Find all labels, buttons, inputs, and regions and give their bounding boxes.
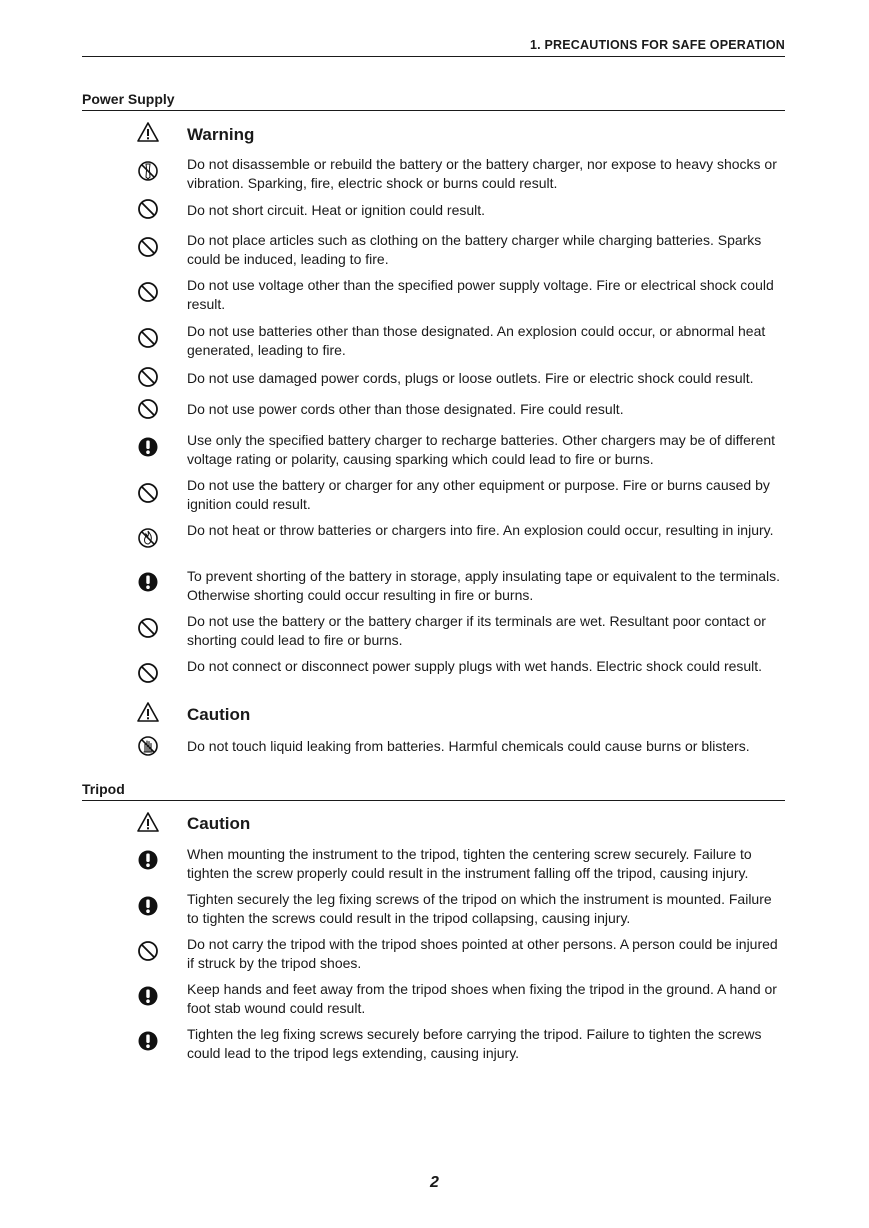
precaution-text: When mounting the instrument to the tripod, tighten the centering screw securely. Failure to tighten the screw properly could result in the instrument falling off the tripod, causing injury. (187, 846, 752, 881)
signal-word: Caution (187, 705, 251, 724)
section-heading (82, 780, 785, 801)
precaution-text: Do not short circuit. Heat or ignition could result. (187, 202, 486, 218)
no-fire-icon (137, 527, 159, 549)
precaution-text: Do not use batteries other than those designated. An explosion could occur, or abnormal heat generated, leading to fire. (187, 323, 766, 358)
section-title: Tripod (82, 781, 125, 797)
no-disassembly-icon (137, 160, 159, 182)
precaution-text: Do not disassemble or rebuild the battery or the battery charger, nor expose to heavy shocks or vibration. Sparking, fire, electric shock or burns could result. (187, 156, 777, 191)
precaution-text: Do not use power cords other than those designated. Fire could result. (187, 401, 624, 417)
warning-triangle-icon (137, 121, 159, 143)
mandatory-action-icon (137, 849, 159, 871)
precaution-text: Use only the specified battery charger to recharge batteries. Other chargers may be of different voltage rating or polarity, causing sparking which could lead to fire or burns. (187, 432, 776, 467)
page-number: 2 (430, 1174, 439, 1191)
chapter-title: 1. PRECAUTIONS FOR SAFE OPERATION (529, 38, 785, 52)
prohibition-icon (137, 662, 159, 684)
precaution-text: Tighten securely the leg fixing screws of the tripod on which the instrument is mounted. Failure to tighten the screws could result in the tripod collapsing, causing injury. (187, 891, 772, 926)
mandatory-action-icon (137, 436, 159, 458)
precaution-text: Do not use damaged power cords, plugs or loose outlets. Fire or electric shock could result. (187, 370, 754, 386)
warning-triangle-icon (137, 811, 159, 833)
prohibition-icon (137, 198, 159, 220)
mandatory-action-icon (137, 1030, 159, 1052)
mandatory-action-icon (137, 571, 159, 593)
prohibition-icon (137, 398, 159, 420)
section-title: Power Supply (82, 91, 175, 107)
prohibition-icon (137, 482, 159, 504)
page-header (82, 37, 785, 57)
precaution-text: Do not use voltage other than the specified power supply voltage. Fire or electrical shock could result. (187, 277, 774, 312)
warning-triangle-icon (137, 701, 159, 723)
prohibition-icon (137, 617, 159, 639)
signal-word: Warning (187, 125, 255, 144)
mandatory-action-icon (137, 985, 159, 1007)
precaution-text: Do not place articles such as clothing on the battery charger while charging batteries. Sparks could be induced, leading to fire. (187, 232, 762, 267)
precaution-text: Do not use the battery or charger for any other equipment or purpose. Fire or burns caused by ignition could result. (187, 477, 770, 512)
precaution-text: Do not connect or disconnect power supply plugs with wet hands. Electric shock could result. (187, 658, 763, 674)
signal-word: Caution (187, 814, 251, 833)
prohibition-icon (137, 940, 159, 962)
precaution-text: Do not carry the tripod with the tripod shoes pointed at other persons. A person could be injured if struck by the tripod shoes. (187, 936, 778, 971)
prohibition-icon (137, 366, 159, 388)
precaution-text: Keep hands and feet away from the tripod shoes when fixing the tripod in the ground. A hand or foot stab wound could result. (187, 981, 777, 1016)
prohibition-icon (137, 281, 159, 303)
section-heading (82, 90, 785, 111)
precaution-text: Do not use the battery or the battery charger if its terminals are wet. Resultant poor contact or shorting could lead to fire or burns. (187, 613, 766, 648)
prohibition-icon (137, 327, 159, 349)
precaution-text: Tighten the leg fixing screws securely before carrying the tripod. Failure to tighten the screws could lead to the tripod legs extending, causing injury. (187, 1026, 762, 1061)
no-touch-icon (137, 735, 159, 757)
precaution-text: To prevent shorting of the battery in storage, apply insulating tape or equivalent to the terminals. Otherwise shorting could occur resulting in fire or burns. (187, 568, 781, 603)
precaution-text: Do not heat or throw batteries or chargers into fire. An explosion could occur, resulting in injury. (187, 522, 774, 538)
precaution-text: Do not touch liquid leaking from batteries. Harmful chemicals could cause burns or blisters. (187, 738, 750, 754)
mandatory-action-icon (137, 895, 159, 917)
prohibition-icon (137, 236, 159, 258)
